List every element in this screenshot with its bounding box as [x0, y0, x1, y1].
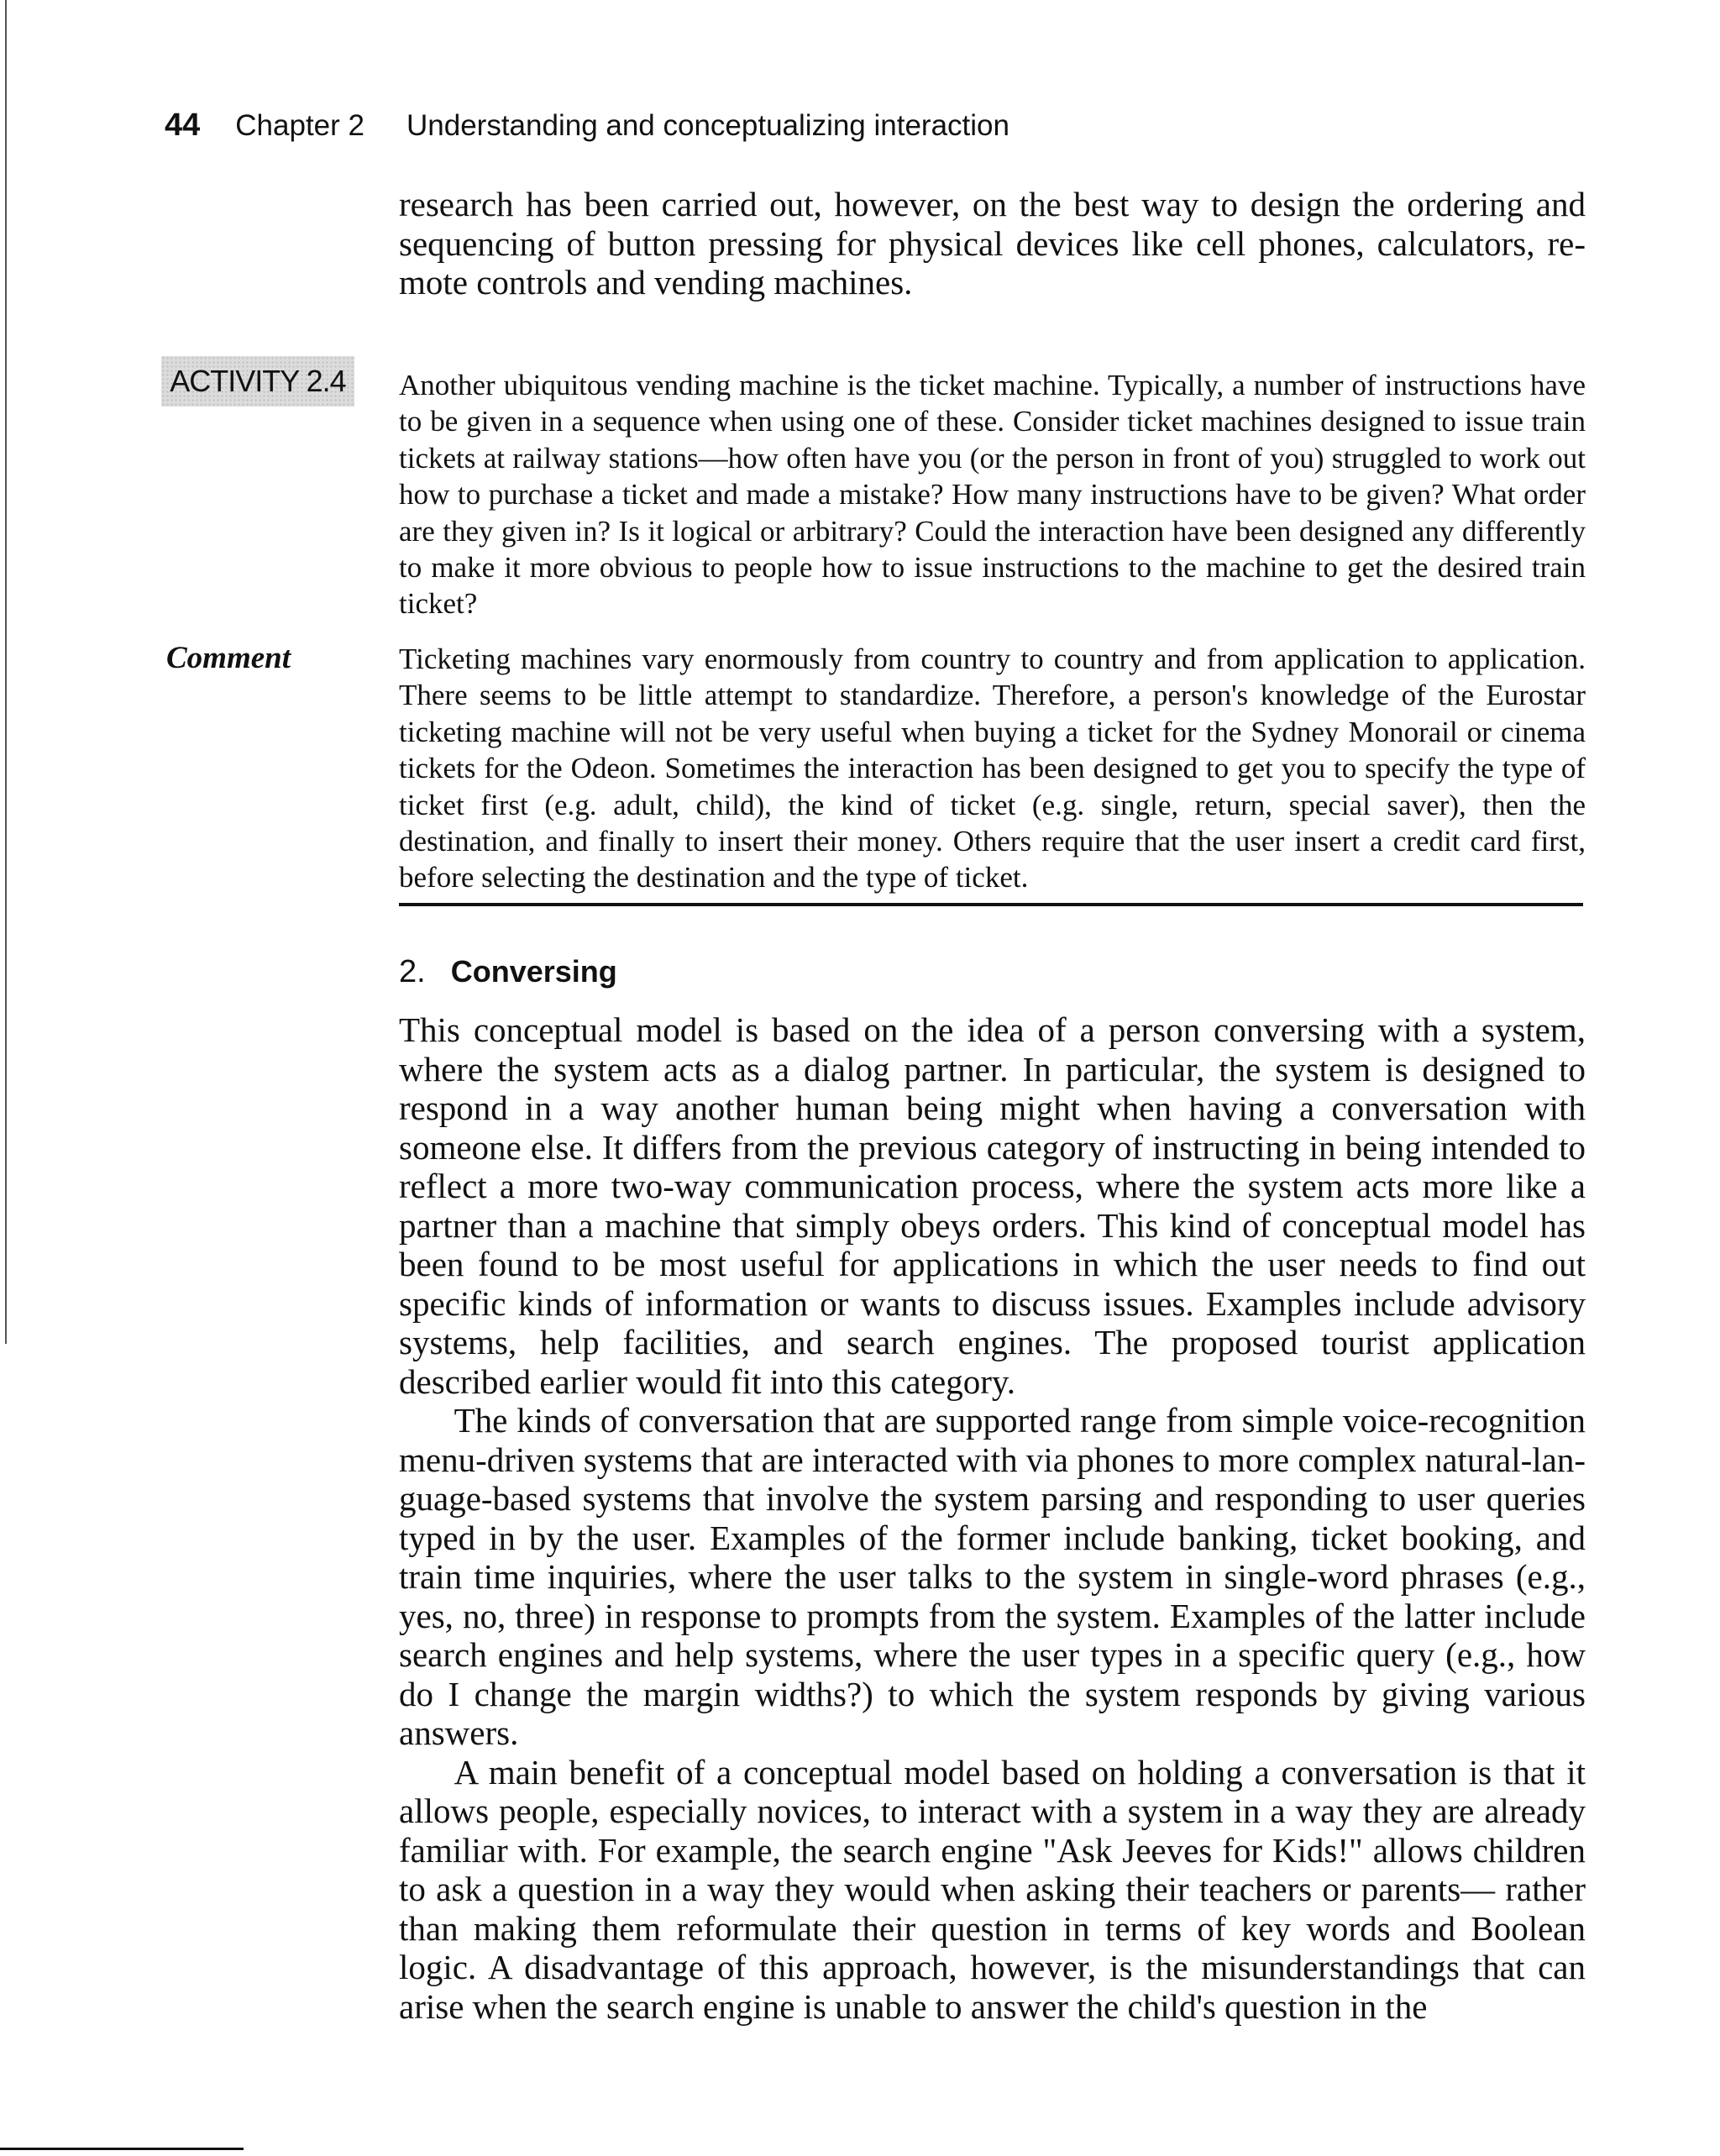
- section-number: 2.: [399, 954, 426, 989]
- running-head: [165, 108, 1009, 144]
- activity-block: [399, 367, 1586, 622]
- section-title: Conversing: [450, 954, 617, 989]
- footer-rule: [0, 2148, 244, 2150]
- comment-block: [399, 641, 1586, 896]
- section-divider: [399, 903, 1583, 906]
- comment-text: Ticketing machines vary enormously from country to country and from application to application. There seems to be little attempt to standardize. Therefore, a person's knowledge of the Eurostar ticketing machine will not be very useful when buying a ticket for the Sydney Monorail or cinema tickets for the Odeon. Sometimes the interaction has been designed to get you to specify the type of ticket first (e.g. adult, child), the kind of ticket (e.g. single, return, special saver), then the destination, and finally to insert their money. Others require that the user insert a credit card first, before selecting the destination and the type of ticket.: [399, 643, 1586, 894]
- activity-text: Another ubiquitous vending machine is the ticket machine. Typically, a number of instructions have to be given in a sequence when using one of these. Consider ticket machines designed to issue train tickets at railway stations—how often have you (or the person in front of you) struggled to work out how to purchase a ticket and made a mistake? How many instructions have to be given? What order are they given in? Is it logical or arbitrary? Could the interaction have been designed any differently to make it more obvious to people how to issue instructions to the machine to get the desired train ticket?: [399, 369, 1586, 621]
- intro-paragraph-block: [399, 185, 1586, 302]
- chapter-label: Chapter 2: [235, 109, 364, 142]
- section-body: [399, 1010, 1586, 2026]
- body-paragraph: This conceptual model is based on the idea of a person conversing with a system, where the system acts as a dialog partner. In particular, the system is designed to respond in a way another human being might when having a conversation with someone else. It differs from the previous category of instructing in being intended to reflect a more two-way communication process, where the system acts more like a partner than a machine that simply obeys orders. This kind of conceptual model has been found to be most useful for applications in which the user needs to find out specific kinds of information or wants to discuss issues. Examples include advisory systems, help facilities, and search engines. The proposed tourist application described earlier would fit into this category.: [399, 1010, 1586, 1401]
- activity-label: ACTIVITY 2.4: [161, 356, 354, 407]
- body-paragraph: The kinds of conversation that are supported range from simple voice-recognition menu-driven systems that are interacted with via phones to more complex natural-language-based systems that involve the system parsing and responding to user queries typed in by the user. Examples of the former include banking, ticket booking, and train time inquiries, where the user talks to the system in single-word phrases (e.g., yes, no, three) in response to prompts from the system. Examples of the latter include search engines and help systems, where the user types in a specific query (e.g., how do I change the margin widths?) to which the system responds by giving various answers.: [399, 1401, 1586, 1752]
- section-heading: [399, 954, 617, 990]
- scan-edge-line: [5, 0, 7, 1344]
- chapter-title: Understanding and conceptualizing interaction: [406, 109, 1009, 142]
- intro-paragraph: research has been carried out, however, on the best way to design the ordering and sequencing of button pressing for physical devices like cell phones, calculators, remote controls and vending machines.: [399, 185, 1586, 302]
- body-paragraph: A main benefit of a conceptual model based on holding a conversation is that it allows people, especially novices, to interact with a system in a way they are already familiar with. For example, the search engine "Ask Jeeves for Kids!" allows children to ask a question in a way they would when asking their teachers or parents— rather than making them reformulate their question in terms of key words and Boolean logic. A disadvantage of this approach, however, is the misunderstandings that can arise when the search engine is unable to answer the child's question in the: [399, 1752, 1586, 2026]
- comment-label: Comment: [166, 641, 291, 675]
- page-number: 44: [165, 108, 201, 143]
